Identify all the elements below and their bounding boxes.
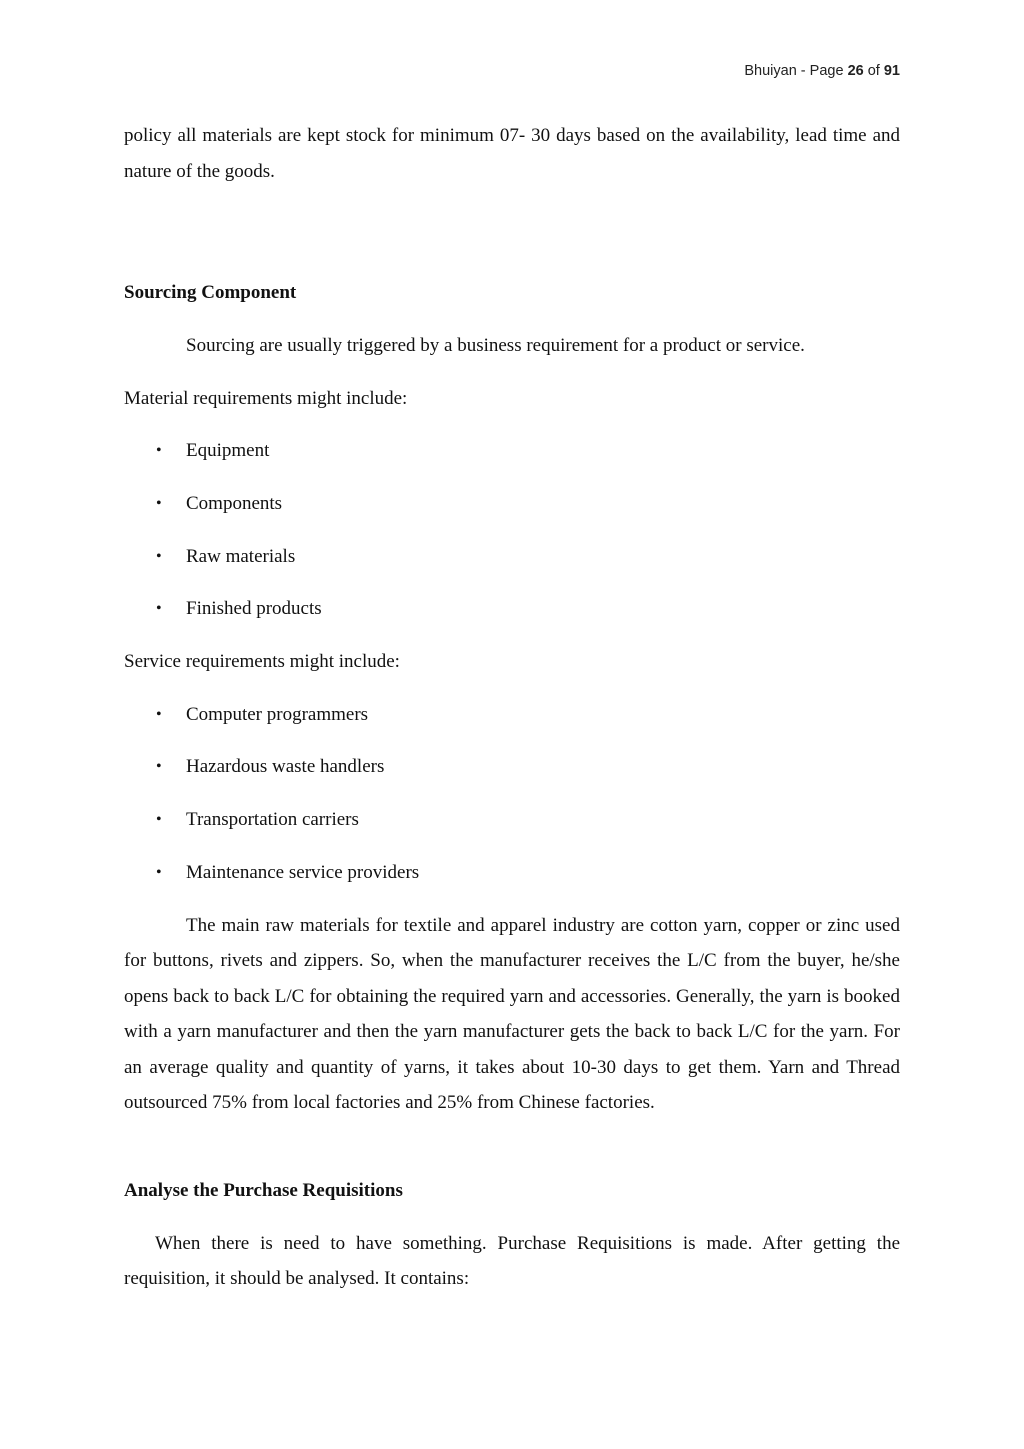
section-heading-sourcing: Sourcing Component [124, 282, 297, 303]
list-item-text: Hazardous waste handlers [186, 756, 385, 778]
bullet-icon: • [156, 811, 162, 829]
material-requirements-label: Material requirements might include: [124, 387, 408, 409]
list-item [124, 855, 900, 908]
service-requirements-list [124, 697, 900, 908]
section-heading-purchase-requisitions: Analyse the Purchase Requisitions [124, 1179, 403, 1201]
list-item [124, 591, 900, 644]
raw-materials-paragraph: The main raw materials for textile and apparel industry are cotton yarn, copper or zinc used for buttons, rivets and zippers. So, when the manufacturer receives the L/C from the buyer, he/she opens back to back L/C for obtaining the required yarn and accessories. Generally, the yarn is booked with a yarn manufacturer and then the yarn manufacturer gets the back to back L/C for the yarn. For an average quality and quantity of yarns, it takes about 10-30 days to get them. Yarn and Thread outsourced 75% from local factories and 25% from Chinese factories. [124, 914, 900, 1114]
list-item-text: Maintenance service providers [186, 862, 420, 884]
list-item [124, 486, 900, 539]
header-prefix: Bhuiyan - Page [744, 63, 844, 79]
list-item [124, 802, 900, 855]
bullet-icon: • [156, 494, 162, 512]
intro-paragraph: policy all materials are kept stock for minimum 07- 30 days based on the availability, lead time and nature of the goods. [124, 125, 900, 182]
sourcing-lead-paragraph: Sourcing are usually triggered by a business requirement for a product or service. [186, 335, 805, 356]
bullet-icon: • [156, 758, 162, 776]
list-item-text: Raw materials [186, 545, 296, 567]
bullet-icon: • [156, 547, 162, 565]
service-requirements-label: Service requirements might include: [124, 651, 400, 673]
list-item [124, 749, 900, 802]
header-page-number: 26 [847, 63, 864, 79]
bullet-icon: • [156, 442, 162, 459]
list-item [124, 433, 900, 486]
list-item [124, 539, 900, 592]
material-requirements-list [124, 433, 900, 644]
list-item-text: Computer programmers [186, 703, 369, 725]
page-header [744, 63, 900, 79]
list-item-text: Equipment [186, 440, 270, 461]
bullet-icon: • [156, 600, 162, 618]
list-item [124, 697, 900, 750]
bullet-icon: • [156, 705, 162, 723]
list-item-text: Finished products [186, 598, 322, 620]
document-body [124, 118, 900, 1297]
list-item-text: Transportation carriers [186, 809, 359, 831]
bullet-icon: • [156, 864, 162, 882]
list-item-text: Components [186, 492, 283, 514]
header-of: of [867, 63, 880, 79]
header-total-pages: 91 [883, 63, 900, 79]
purchase-requisitions-paragraph: When there is need to have something. Purchase Requisitions is made. After getting the requisition, it should be analysed. It contains: [124, 1232, 900, 1290]
